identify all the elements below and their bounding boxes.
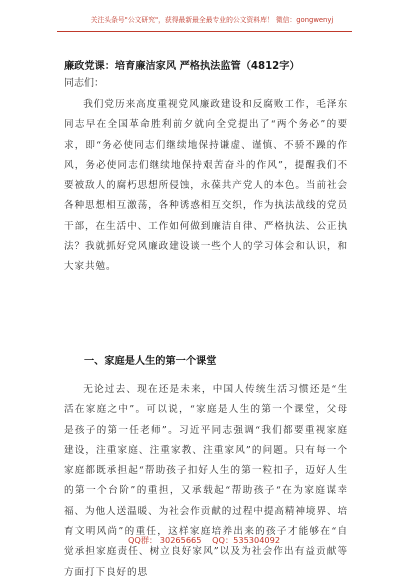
salutation: 同志们：: [64, 78, 104, 89]
body-paragraph-1: 我们党历来高度重视党风廉政建设和反腐败工作，毛泽东同志早在全国革命胜利前夕就向全党提出了“两个务必”的要求，即“务必使同志们继续地保持谦虚、谨慎、不骄不躁的作风，务必使同志们继续地保持艰苦奋斗的作风”，提醒我们不要被敌人的腐朽思想所侵蚀，永葆共产党人的本色。当前社会各种思想相互激荡，各种诱惑相互交织，作为执法战线的党员干部，在生活中、工作如何做到廉洁自律、严格执法、公正执法？我就抓好党风廉政建设谈一些个人的学习体会和认识，和大家共勉。: [64, 99, 348, 273]
body-paragraph-2: 无论过去、现在还是未来，中国人传统生活习惯还是“生活在家庭之中”。可以说，“家庭是人生的第一个课堂，父母是孩子的第一任老师”。习近平同志强调“我们都要重视家庭建设，注重家庭、注重家教、注重家风”的问题。只有每一个家庭都既承担起“帮助孩子扣好人生的第一粒扣子，迈好人生的第一个台阶”的重担，又承载起“帮助孩子“在为家庭谋幸福、为他人送温暖、为社会作贡献的过程中提高精神境界、培育文明风尚”的重任，这样家庭培养出来的孩子才能够在“自觉承担家庭责任、树立良好家风”以及为社会作出有益贡献等方面打下良好的思: [64, 384, 348, 578]
footer-contact: [0, 534, 408, 546]
header-divider: [57, 31, 352, 32]
footer-qq-group: QQ群： 30265665: [127, 535, 202, 545]
footer-qq-number: QQ：535304092: [212, 535, 281, 545]
document-title: 廉政党课：培育廉洁家风 严格执法监管（4812字）: [64, 61, 300, 72]
header-banner: 关注头条号"公文研究"，获得最新最全最专业的公文资料库！ 微信：gongwenyj: [90, 16, 334, 24]
section-heading-1: 一、家庭是人生的第一个课堂: [84, 356, 217, 367]
